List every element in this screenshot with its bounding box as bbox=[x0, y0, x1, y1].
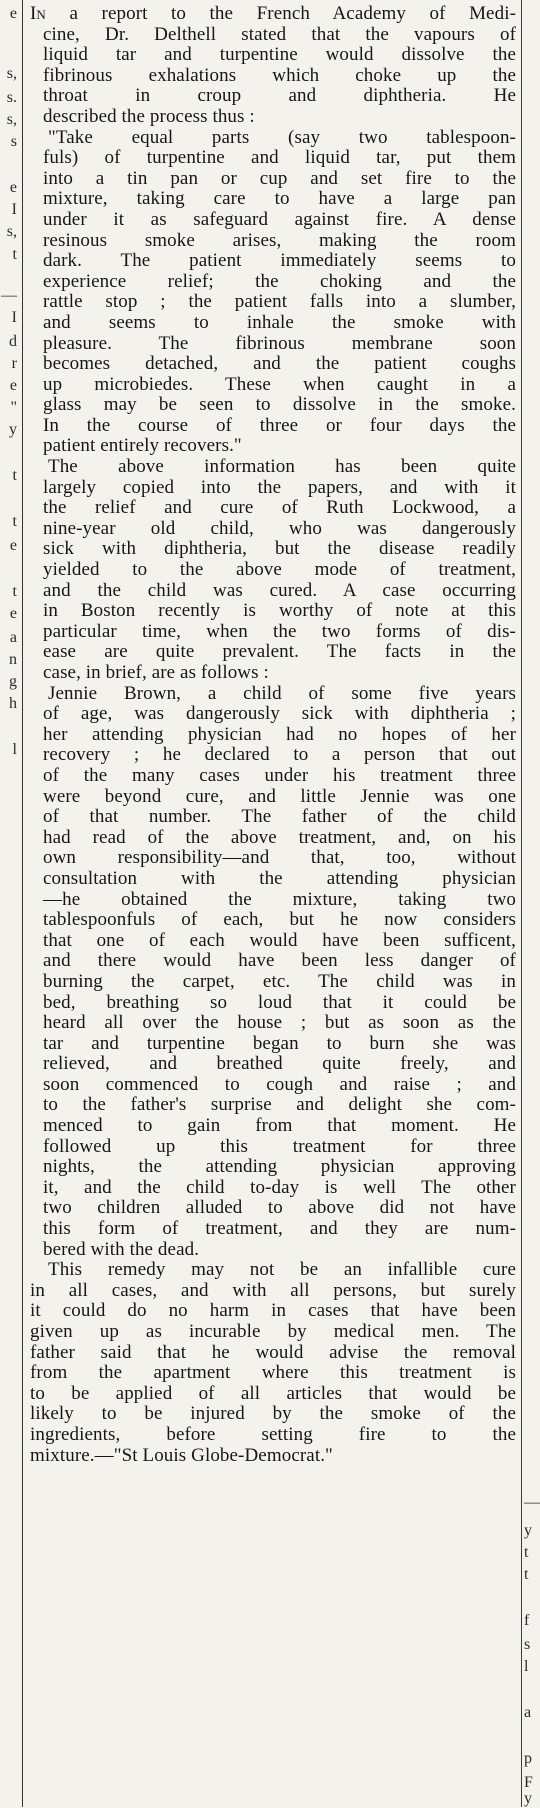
article-line: bed, breathing so loud that it could be bbox=[43, 991, 516, 1013]
article-line: dark. The patient immediately seems to bbox=[43, 250, 516, 272]
article-line: own responsibility—and that, too, without bbox=[43, 847, 516, 869]
article-line: given up as incurable by medical men. The bbox=[30, 1321, 516, 1342]
gutter-fragment: e bbox=[9, 537, 17, 554]
gutter-fragment: s. bbox=[6, 89, 17, 106]
gutter-fragment: a bbox=[9, 629, 17, 646]
article-line: this form of treatment, and they are num- bbox=[43, 1218, 516, 1240]
article-line: relieved, and breathed quite freely, and bbox=[43, 1053, 516, 1075]
left-column-fragments bbox=[0, 0, 20, 1807]
article-line: and the child was cured. A case occurring bbox=[43, 579, 516, 601]
article-line: it could do no harm in cases that have been bbox=[30, 1300, 516, 1322]
gutter-fragment: e bbox=[9, 605, 17, 622]
article-line: This remedy may not be an infallible cure bbox=[48, 1259, 516, 1281]
article-line: patient entirely recovers." bbox=[43, 435, 242, 457]
article-line: into a tin pan or cup and set fire to the bbox=[43, 167, 516, 189]
article-line: Jennie Brown, a child of some five years bbox=[48, 682, 516, 704]
article-line: tablespoonfuls of each, but he now considers bbox=[43, 909, 516, 931]
article-line: described the process thus : bbox=[43, 105, 255, 127]
gutter-fragment: e bbox=[9, 5, 17, 22]
article-line: pleasure. The fibrinous membrane soon bbox=[43, 332, 516, 354]
article-line: In the course of three or four days the bbox=[43, 414, 516, 436]
article-line: and seems to inhale the smoke with bbox=[43, 311, 516, 333]
article-line: cine, Dr. Delthell stated that the vapours of bbox=[43, 23, 516, 45]
gutter-fragment: I bbox=[11, 201, 17, 218]
gutter-fragment: F bbox=[524, 1774, 533, 1791]
article-line: ease are quite prevalent. The facts in the bbox=[43, 641, 516, 663]
article-line: glass may be seen to dissolve in the smoke. bbox=[43, 394, 516, 416]
gutter-fragment: l bbox=[12, 741, 17, 758]
article-line: particular time, when the two forms of dis- bbox=[43, 620, 516, 642]
article-line: it, and the child to-day is well The other bbox=[43, 1176, 516, 1198]
article-line: "Take equal parts (say two tablespoon- bbox=[48, 126, 516, 148]
gutter-fragment: t bbox=[524, 1566, 529, 1583]
gutter-fragment: s bbox=[524, 1636, 531, 1653]
article-line: nine-year old child, who was dangerously bbox=[43, 517, 516, 539]
article-line: to be applied of all articles that would be bbox=[30, 1382, 516, 1404]
article-line: yielded to the above mode of treatment, bbox=[43, 559, 516, 581]
article-line: tar and turpentine began to burn she was bbox=[43, 1032, 516, 1054]
gutter-fragment: y bbox=[9, 421, 17, 438]
gutter-fragment: l bbox=[524, 1658, 529, 1675]
article-line: becomes detached, and the patient coughs bbox=[43, 353, 516, 375]
gutter-fragment: p bbox=[524, 1750, 532, 1767]
gutter-fragment: t bbox=[524, 1544, 529, 1561]
article-line: likely to be injured by the smoke of the bbox=[30, 1403, 516, 1425]
gutter-fragment: a bbox=[524, 1704, 532, 1721]
gutter-fragment: s bbox=[10, 133, 17, 150]
gutter-fragment: h bbox=[9, 695, 17, 712]
article-line: heard all over the house ; but as soon as the bbox=[43, 1012, 516, 1034]
article-line: nights, the attending physician approving bbox=[43, 1156, 516, 1178]
gutter-fragment: s, bbox=[6, 65, 17, 82]
drop-word: In bbox=[30, 3, 46, 24]
article-line: mixture.—"St Louis Globe-Democrat." bbox=[30, 1444, 333, 1466]
article-line: in Boston recently is worthy of note at this bbox=[43, 600, 516, 622]
article-line: of age, was dangerously sick with diphtheria ; bbox=[43, 703, 516, 725]
article-line: ingredients, before setting fire to the bbox=[30, 1423, 516, 1445]
gutter-fragment: r bbox=[11, 355, 17, 372]
article-line: consultation with the attending physician bbox=[43, 867, 516, 889]
gutter-fragment: y bbox=[524, 1790, 532, 1807]
article-line: largely copied into the papers, and with it bbox=[43, 476, 516, 498]
gutter-fragment: t bbox=[12, 246, 17, 263]
article-line: throat in croup and diphtheria. He bbox=[43, 85, 516, 107]
article-line: of the many cases under his treatment three bbox=[43, 764, 516, 786]
article-line: resinous smoke arises, making the room bbox=[43, 229, 516, 251]
article-line: under it as safeguard against fire. A dense bbox=[43, 208, 516, 230]
right-column-fragments bbox=[521, 0, 540, 1807]
gutter-fragment: t bbox=[12, 467, 17, 484]
gutter-fragment: e bbox=[9, 179, 17, 196]
article-line: up microbiedes. These when caught in a bbox=[43, 373, 516, 395]
gutter-fragment: y bbox=[524, 1522, 532, 1539]
article-line: from the apartment where this treatment is bbox=[30, 1362, 516, 1384]
article-line: In a report to the French Academy of Medi- bbox=[30, 3, 516, 24]
article-line: rattle stop ; the patient falls into a slumber, bbox=[43, 291, 516, 313]
column-rule-left bbox=[22, 0, 23, 1807]
article-line: followed up this treatment for three bbox=[43, 1135, 516, 1157]
article-body bbox=[30, 4, 516, 1466]
gutter-fragment: I bbox=[11, 309, 17, 326]
article-line: two children alluded to above did not have bbox=[43, 1197, 516, 1219]
article-line: recovery ; he declared to a person that out bbox=[43, 744, 516, 766]
gutter-fragment: d bbox=[9, 333, 17, 350]
gutter-fragment: n bbox=[9, 651, 17, 668]
article-line: father said that he would advise the removal bbox=[30, 1341, 516, 1363]
gutter-fragment: g bbox=[9, 673, 17, 690]
gutter-fragment: t bbox=[12, 583, 17, 600]
article-line: fuls) of turpentine and liquid tar, put them bbox=[43, 147, 516, 169]
gutter-fragment: e bbox=[9, 377, 17, 394]
article-line: burning the carpet, etc. The child was in bbox=[43, 970, 516, 992]
article-line: —he obtained the mixture, taking two bbox=[43, 888, 516, 910]
article-line: The above information has been quite bbox=[48, 456, 516, 478]
article-line: of that number. The father of the child bbox=[43, 806, 516, 828]
article-line: the relief and cure of Ruth Lockwood, a bbox=[43, 497, 516, 519]
article-line: and there would have been less danger of bbox=[43, 950, 516, 972]
article-line: sick with diphtheria, but the disease readily bbox=[43, 538, 516, 560]
article-line: fibrinous exhalations which choke up the bbox=[43, 64, 516, 86]
article-line: her attending physician had no hopes of her bbox=[43, 723, 516, 745]
gutter-fragment: " bbox=[10, 399, 17, 416]
gutter-fragment: f bbox=[524, 1612, 530, 1629]
article-line: menced to gain from that moment. He bbox=[43, 1115, 516, 1137]
article-line: were beyond cure, and little Jennie was one bbox=[43, 785, 516, 807]
article-line: had read of the above treatment, and, on his bbox=[43, 826, 516, 848]
gutter-fragment: — bbox=[524, 1494, 540, 1511]
article-line: soon commenced to cough and raise ; and bbox=[43, 1073, 516, 1095]
article-line: that one of each would have been sufficent, bbox=[43, 929, 516, 951]
article-line: liquid tar and turpentine would dissolve the bbox=[43, 44, 516, 66]
article-line: to the father's surprise and delight she com- bbox=[43, 1094, 516, 1116]
gutter-fragment: s, bbox=[6, 223, 17, 240]
article-line: bered with the dead. bbox=[43, 1238, 200, 1260]
article-line: experience relief; the choking and the bbox=[43, 270, 516, 292]
article-line: in all cases, and with all persons, but surely bbox=[30, 1279, 516, 1301]
gutter-fragment: — bbox=[1, 287, 17, 304]
gutter-fragment: s, bbox=[6, 111, 17, 128]
gutter-fragment: t bbox=[12, 513, 17, 530]
article-line: mixture, taking care to have a large pan bbox=[43, 188, 516, 210]
article-line: case, in brief, are as follows : bbox=[43, 662, 269, 683]
